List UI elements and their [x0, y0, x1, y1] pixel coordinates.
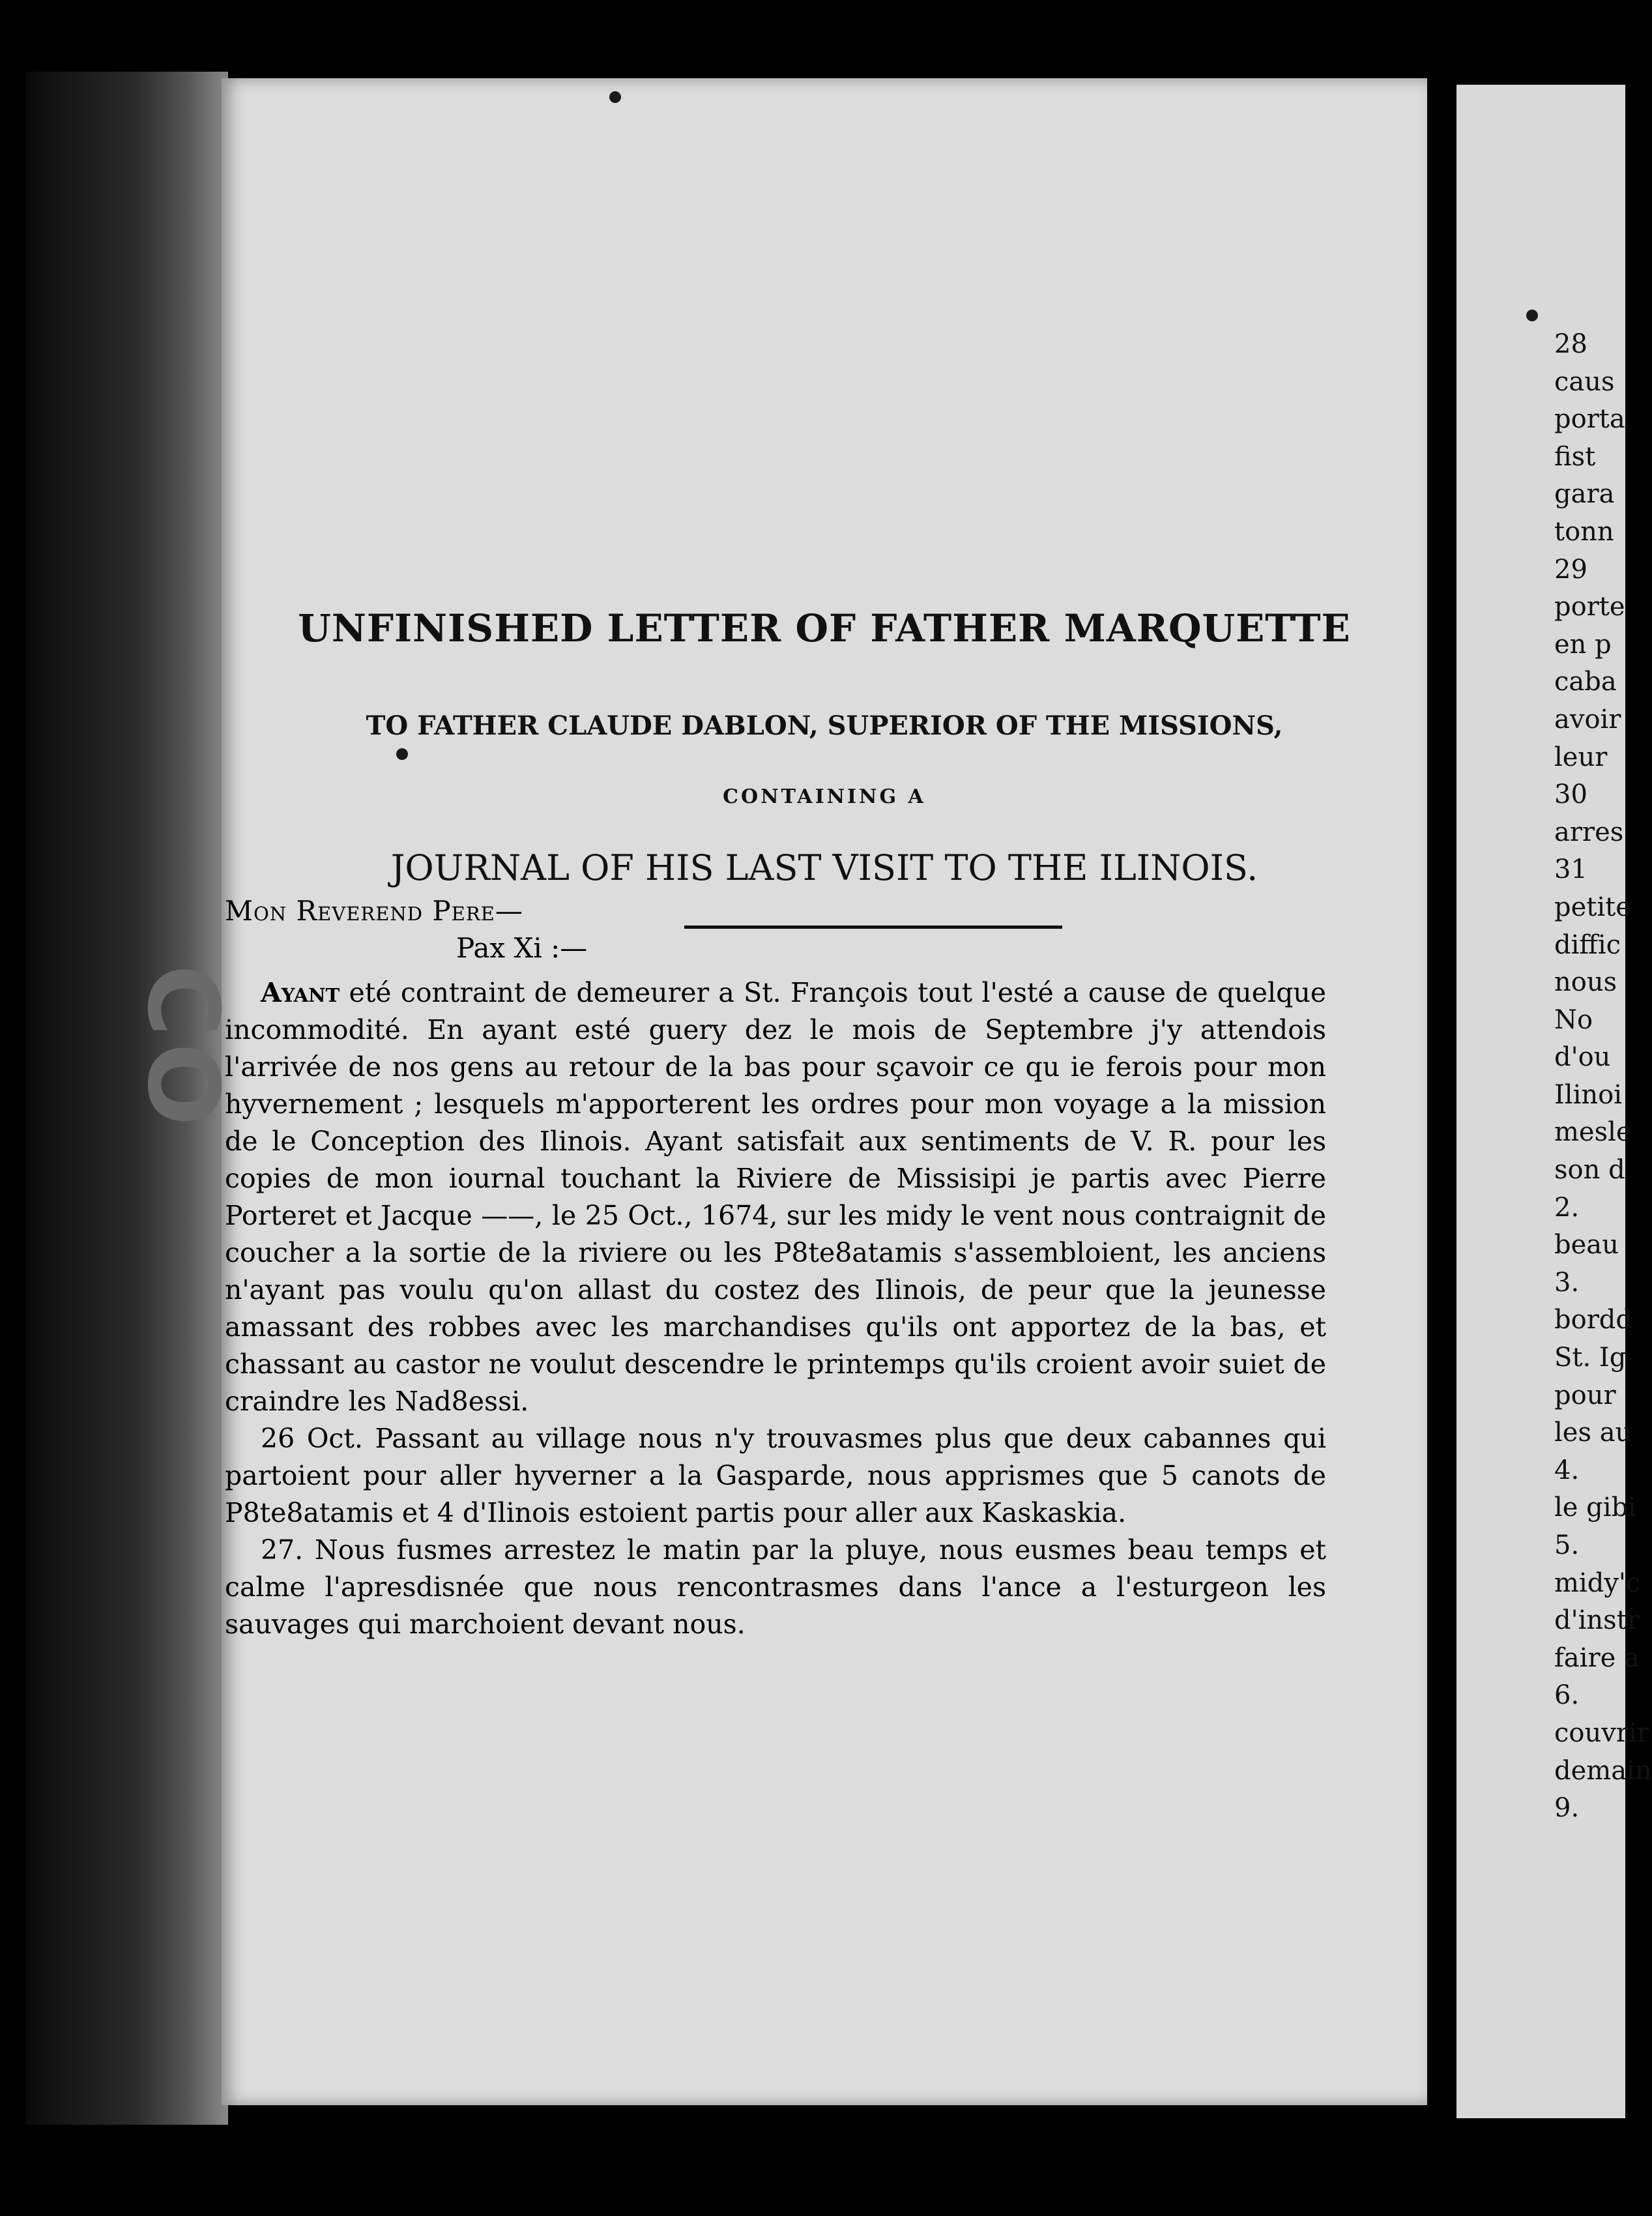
right-page-line: 5.: [1554, 1530, 1580, 1560]
right-page-line: nous: [1554, 967, 1617, 998]
right-page-line: faire a: [1554, 1642, 1640, 1673]
right-page-text: [1554, 326, 1652, 1828]
right-page-line: fist: [1554, 441, 1596, 472]
letter-body: [225, 974, 1326, 1643]
right-page-line: en p: [1554, 629, 1612, 660]
containing-label: CONTAINING A: [723, 785, 926, 808]
right-page-line: avoir: [1554, 704, 1621, 735]
right-page-line: bordd: [1554, 1305, 1633, 1335]
salutation: Mon Reverend Pere—: [225, 895, 523, 927]
right-page-line: 3.: [1554, 1267, 1580, 1298]
right-page-line: d'instr: [1554, 1605, 1640, 1636]
right-page-line: arres: [1554, 817, 1624, 847]
document-subtitle: TO FATHER CLAUDE DABLON, SUPERIOR OF THE MISSIONS,: [366, 710, 1283, 741]
right-page-line: 30: [1554, 780, 1587, 810]
paragraph-2: 26 Oct. Passant au village nous n'y trouvasmes plus que deux cabannes qui partoient pour aller hyverner a la Gasparde, nous apprismes que 5 canots de P8te8atamis et 4 d'Ilinois estoient partis pour aller aux Kaskaskia.: [225, 1423, 1326, 1528]
right-page-line: leur: [1554, 742, 1608, 772]
document-title: UNFINISHED LETTER OF FATHER MARQUETTE: [298, 606, 1351, 650]
right-page-line: midy'c: [1554, 1567, 1641, 1598]
pax-greeting: Pax Xi :—: [456, 932, 588, 964]
right-page-line: gara: [1554, 479, 1615, 510]
right-page-line: 6.: [1554, 1680, 1580, 1711]
right-page-line: No: [1554, 1004, 1593, 1035]
right-page-line: 9.: [1554, 1793, 1580, 1824]
right-page-line: Ilinoi: [1554, 1079, 1623, 1110]
right-page-line: les au: [1554, 1418, 1632, 1448]
paragraph-3: 27. Nous fusmes arrestez le matin par la pluye, nous eusmes beau temps et calme l'apresdisnée que nous rencontrasmes dans l'ance a l'esturgeon les sauvages qui marchoient devant nous.: [225, 1534, 1326, 1640]
right-page-line: 31: [1554, 854, 1587, 885]
right-page-line: couvrir: [1554, 1717, 1649, 1748]
right-page-line: son d: [1554, 1155, 1625, 1186]
margin-mark: CO: [126, 965, 239, 1133]
right-page-line: petite: [1554, 892, 1631, 922]
right-page-line: porte: [1554, 592, 1625, 622]
right-page-line: diffic: [1554, 929, 1621, 960]
ink-speck: [1526, 310, 1538, 321]
right-page-line: demain: [1554, 1755, 1652, 1786]
right-page-line: 28: [1554, 329, 1587, 359]
right-page-line: pour: [1554, 1380, 1616, 1410]
right-page-line: tonn: [1554, 516, 1614, 547]
right-page-line: caba: [1554, 667, 1617, 697]
right-page-line: porta: [1554, 404, 1625, 435]
right-page-line: beau: [1554, 1230, 1619, 1261]
paragraph-1: [225, 974, 1326, 1420]
right-page-line: St. Ig: [1554, 1343, 1627, 1373]
title-rule: [684, 926, 1062, 929]
right-page-line: 29: [1554, 554, 1587, 585]
right-page-line: mesle: [1554, 1117, 1632, 1148]
page-gutter: [1427, 72, 1456, 2144]
right-page-line: 2.: [1554, 1192, 1580, 1223]
right-page-line: d'ou: [1554, 1042, 1611, 1073]
journal-title: JOURNAL OF HIS LAST VISIT TO THE ILINOIS.: [390, 847, 1258, 888]
paragraph-lead: Ayant: [261, 977, 340, 1008]
right-page-line: 4.: [1554, 1455, 1580, 1485]
paragraph-1-text: eté contraint de demeurer a St. François tout l'esté a cause de quelque incommodité. En ayant esté guery dez le mois de Septembre j'y attendois l'arrivée de nos gens au retour de la bas pour sçavoir ce qu ie ferois pour mon hyvernement ; lesquels m'apporterent les ordres pour mon voyage a la mission de le Conception des Ilinois. Ayant satisfait aux sentiments de V. R. pour les copies de mon iournal touchant la Riviere de Missisipi je partis avec Pierre Porteret et Jacque ——, le 25 Oct., 1674, sur les midy le vent nous contraignit de coucher a la sortie de la riviere ou les P8te8atamis s'assembloient, les anciens n'ayant pas voulu qu'on allast du costez des Ilinois, de peur que la jeunesse amassant des robbes avec les marchandises qu'ils ont apportez de la bas, et chassant au castor ne voulut descendre le printemps qu'ils croient avoir suiet de craindre les Nad8essi.: [225, 977, 1326, 1417]
right-page-line: le gibi: [1554, 1493, 1636, 1523]
right-page-line: caus: [1554, 366, 1615, 397]
